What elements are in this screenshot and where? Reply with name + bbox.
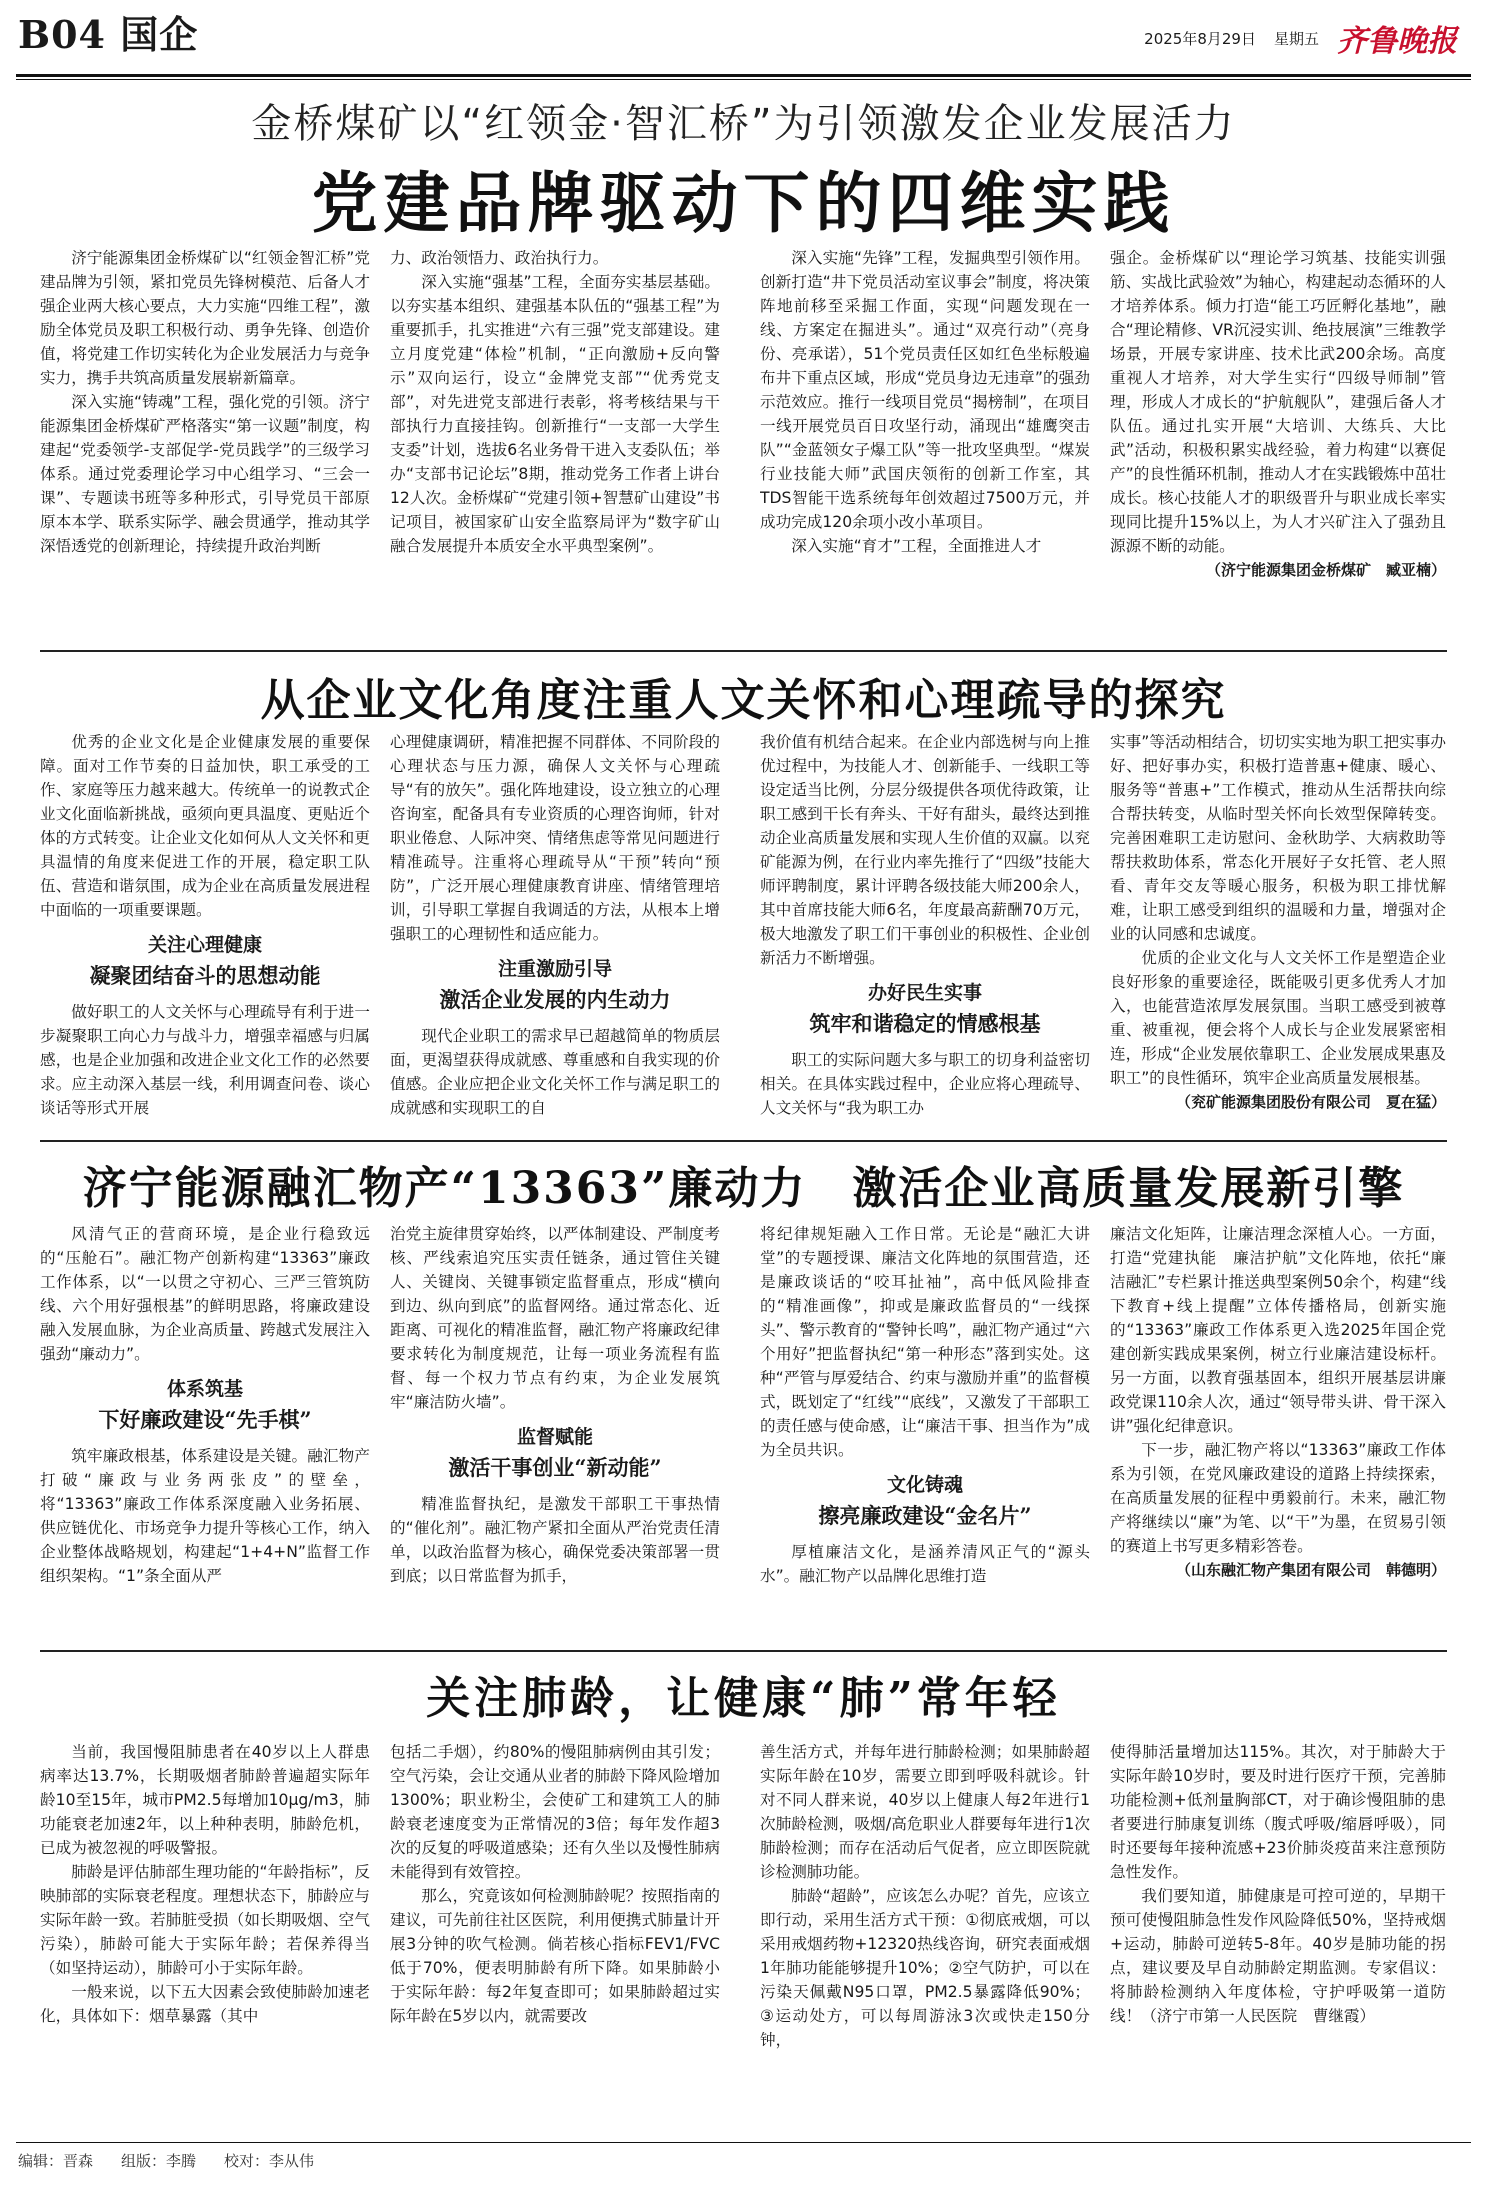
paragraph: 一般来说，以下五大因素会致使肺龄加速老化，具体如下：烟草暴露（其中 (40, 1983, 370, 2025)
paragraph: 深入实施“先锋”工程，发掘典型引领作用。创新打造“井下党员活动室议事会”制度，将决策阵地前移至采掘工作面，实现“问题发现在一线、方案定在掘进头”。通过“双亮行动”（亮身份、亮承诺），51个党员责任区如红色坐标般遍布井下重点区域，形成“党员身边无违章”的强劲示范效应。推行一线项目党员“揭榜制”，在项目一线开展党员百日攻坚行动，涌现出“雄鹰突击队”“金蓝领女子爆工队”等一批攻坚典型。“煤炭行业技能大师”武国庆领衔的创新工作室，其TDS智能干选系统每年创效超过7500万元，并成功完成120余项小改小革项目。 (760, 249, 1090, 531)
paragraph: 风清气正的营商环境，是企业行稳致远的“压舱石”。融汇物产创新构建“13363”廉政工作体系，以“一以贯之守初心、三严三管筑防线、六个用好强根基”的鲜明思路，将廉政建设融入发展血脉，为企业高质量、跨越式发展注入强劲“廉动力”。 (40, 1225, 370, 1363)
paragraph: 优秀的企业文化是企业健康发展的重要保障。面对工作节奏的日益加快，职工承受的工作、家庭等压力越来越大。传统单一的说教式企业文化面临新挑战，亟须向更具温度、更贴近个体的方式转变。让企业文化如何从人文关怀和更具温情的角度来促进工作的开展，稳定职工队伍、营造和谐氛围，成为企业在高质量发展进程中面临的一项重要课题。 (40, 733, 370, 919)
paragraph: 深入实施“育才”工程，全面推进人才 (791, 537, 1042, 555)
footer-rule (16, 2142, 1471, 2143)
article3-col3 (760, 1222, 1090, 1642)
subheading: 激活干事创业“新动能” (448, 1455, 662, 1480)
paragraph: 强企。金桥煤矿以“理论学习筑基、技能实训强筋、实战比武验效”为轴心，构建起动态循环的人才培养体系。倾力打造“能工巧匠孵化基地”，融合“理论精修、VR沉浸实训、绝技展演”三维教学场景，开展专家讲座、技术比武200余场。高度重视人才培养，对大学生实行“四级导师制”管理，形成人才成长的“护航舰队”，建强后备人才队伍。通过扎实开展“大培训、大练兵、大比武”活动，积极积累实战经验，着力构建“以赛促产”的良性循环机制，推动人才在实践锻炼中茁壮成长。核心技能人才的职级晋升与职业成长率实现同比提升15%以上，为人才兴矿注入了强劲且源源不断的动能。 (1110, 249, 1446, 555)
subheading: 凝聚团结奋斗的思想动能 (89, 963, 321, 988)
page-number: B04 (18, 12, 106, 57)
footer-proof: 校对：李从伟 (224, 2152, 315, 2170)
article1-signature: （济宁能源集团金桥煤矿 臧亚楠） (1205, 561, 1446, 579)
paragraph: 深入实施“铸魂”工程，强化党的引领。济宁能源集团金桥煤矿严格落实“第一议题”制度，构建起“党委领学-支部促学-党员践学”的三级学习体系。通过党委理论学习中心组学习、“三会一课”、专题读书班等多种形式，引导党员干部原原本本学、联系实际学、融会贯通学，推动其学深悟透党的创新理论，持续提升政治判断 (40, 393, 370, 555)
header-rule-thin (16, 79, 1471, 80)
issue-weekday: 星期五 (1273, 29, 1319, 48)
paragraph: 肺龄是评估肺部生理功能的“年龄指标”，反映肺部的实际衰老程度。理想状态下，肺龄应与实际年龄一致。若肺脏受损（如长期吸烟、空气污染），肺龄可能大于实际年龄；若保养得当（如坚持运动），肺龄可小于实际年龄。 (40, 1863, 370, 1977)
page-footer (18, 2150, 314, 2171)
article3-col1 (40, 1222, 370, 1642)
article2-col2 (390, 730, 720, 1130)
subheading: 筑牢和谐稳定的情感根基 (809, 1011, 1041, 1036)
subheading: 文化铸魂 (886, 1474, 963, 1496)
footer-editor: 编辑：晋森 (18, 2152, 94, 2170)
paragraph: 当前，我国慢阻肺患者在40岁以上人群患病率达13.7%，长期吸烟者肺龄普遍超实际年龄10至15年，城市PM2.5每增加10μg/m3，肺功能衰老加速2年，以上种种表明，肺龄危机，已成为被忽视的呼吸警报。 (40, 1743, 370, 1857)
subheading: 下好廉政建设“先手棋” (98, 1407, 312, 1432)
article1-title: 党建品牌驱动下的四维实践 (311, 164, 1176, 242)
article4-col3 (760, 1740, 1090, 2136)
paragraph: 筑牢廉政根基，体系建设是关键。融汇物产打破“廉政与业务两张皮”的壁垒，将“13363”廉政工作体系深度融入业务拓展、供应链优化、市场竞争力提升等核心工作，纳入企业整体战略规划，构建起“1+4+N”监督工作组织架构。“1”条全面从严 (40, 1447, 370, 1585)
subheading: 办好民生实事 (867, 982, 982, 1004)
section-divider (40, 650, 1447, 652)
article3-col2 (390, 1222, 720, 1642)
article2-signature: （兖矿能源集团股份有限公司 夏在猛） (1175, 1093, 1446, 1111)
paragraph: 那么，究竟该如何检测肺龄呢？按照指南的建议，可先前往社区医院，利用便携式肺量计开展3分钟的吹气检测。倘若核心指标FEV1/FVC低于70%，便表明肺龄有所下降。如果肺龄小于实际年龄：每2年复查即可；如果肺龄超过实际年龄在5岁以内，就需要改 (390, 1887, 720, 2025)
subheading: 注重激励引导 (497, 958, 612, 980)
subheading: 擦亮廉政建设“金名片” (818, 1503, 1032, 1528)
paragraph: 下一步，融汇物产将以“13363”廉政工作体系为引领，在党风廉政建设的道路上持续探索，在高质量发展的征程中勇毅前行。未来，融汇物产将继续以“廉”为笔、以“干”为墨，在贸易引领的赛道上书写更多精彩答卷。 (1110, 1441, 1446, 1555)
page-header (0, 0, 1487, 80)
article4-col1 (40, 1740, 370, 2136)
issue-date: 2025年8月29日 (1144, 29, 1256, 48)
paragraph: 力、政治领悟力、政治执行力。 (390, 249, 609, 267)
paragraph: 做好职工的人文关怀与心理疏导有利于进一步凝聚职工向心力与战斗力，增强幸福感与归属感，也是企业加强和改进企业文化工作的必然要求。应主动深入基层一线，利用调查问卷、谈心谈话等形式开展 (40, 1003, 370, 1117)
newspaper-masthead: 齐鲁晚报 (1337, 24, 1457, 59)
article3-col4 (1110, 1222, 1446, 1642)
article4-col2 (390, 1740, 720, 2136)
article2-col3 (760, 730, 1090, 1130)
article1-kicker: 金桥煤矿以“红领金·智汇桥”为引领激发企业发展活力 (251, 101, 1236, 147)
article1-col1 (40, 246, 370, 646)
section-divider (40, 1140, 1447, 1142)
subheading: 体系筑基 (166, 1378, 243, 1400)
page-label (18, 4, 198, 59)
article2-title: 从企业文化角度注重人文关怀和心理疏导的探究 (260, 675, 1227, 726)
paragraph: 我价值有机结合起来。在企业内部选树与向上推优过程中，为技能人才、创新能手、一线职工等设定适当比例，分层分级提供各项优待政策，让职工感到干长有奔头、干好有甜头，最终达到推动企业高质量发展和实现人生价值的双赢。以兖矿能源为例，在行业内率先推行了“四级”技能大师评聘制度，累计评聘各级技能大师200余人，其中首席技能大师6名，年度最高薪酬70万元，极大地激发了职工们干事创业的积极性、企业创新活力不断增强。 (760, 733, 1090, 967)
subheading: 激活企业发展的内生动力 (439, 987, 671, 1012)
paragraph: 厚植廉洁文化，是涵养清风正气的“源头水”。融汇物产以品牌化思维打造 (760, 1543, 1090, 1585)
header-meta (1144, 16, 1457, 60)
section-divider (40, 1650, 1447, 1652)
article4-col4 (1110, 1740, 1446, 2136)
article3-signature: （山东融汇物产集团有限公司 韩德明） (1175, 1561, 1446, 1579)
paragraph: 优质的企业文化与人文关怀工作是塑造企业良好形象的重要途径，既能吸引更多优秀人才加入，也能营造浓厚发展氛围。当职工感受到被尊重、被重视，便会将个人成长与企业发展紧密相连，形成“企业发展依靠职工、企业发展成果惠及职工”的良性循环，筑牢企业高质量发展根基。 (1110, 949, 1446, 1087)
paragraph: 精准监督执纪，是激发干部职工干事热情的“催化剂”。融汇物产紧扣全面从严治党责任清单，以政治监督为核心，确保党委决策部署一贯到底；以日常监督为抓手， (390, 1495, 720, 1585)
article1-col2 (390, 246, 720, 646)
paragraph: 职工的实际问题大多与职工的切身利益密切相关。在具体实践过程中，企业应将心理疏导、人文关怀与“我为职工办 (760, 1051, 1090, 1117)
article2-col4 (1110, 730, 1446, 1130)
paragraph: 深入实施“强基”工程，全面夯实基层基础。以夯实基本组织、建强基本队伍的“强基工程”为重要抓手，扎实推进“六有三强”党支部建设。建立月度党建“体检”机制，“正向激励+反向警示”双向运行，设立“金牌党支部”“优秀党支部”，对先进党支部进行表彰，将考核结果与干部执行力直接挂钩。创新推行“一支部一大学生支委”计划，选拔6名业务骨干进入支委队伍；举办“支部书记论坛”8期，推动党务工作者上讲台12人次。金桥煤矿“党建引领+智慧矿山建设”书记项目，被国家矿山安全监察局评为“数字矿山融合发展提升本质安全水平典型案例”。 (390, 273, 720, 555)
paragraph: 心理健康调研，精准把握不同群体、不同阶段的心理状态与压力源，确保人文关怀与心理疏导“有的放矢”。强化阵地建设，设立独立的心理咨询室，配备具有专业资质的心理咨询师，针对职业倦怠、人际冲突、情绪焦虑等常见问题进行精准疏导。注重将心理疏导从“干预”转向“预防”，广泛开展心理健康教育讲座、情绪管理培训，引导职工掌握自我调适的方法，从根本上增强职工的心理韧性和适应能力。 (390, 733, 720, 943)
paragraph: 廉洁文化矩阵，让廉洁理念深植人心。一方面，打造“党建执能 廉洁护航”文化阵地，依托“廉洁融汇”专栏累计推送典型案例50余个，构建“线下教育+线上提醒”立体传播格局，创新实施的“13363”廉政工作体系更入选2025年国企党建创新实践成果案例，树立行业廉洁建设标杆。另一方面，以教育强基固本，组织开展基层讲廉政党课110余人次，通过“领导带头讲、骨干深入讲”强化纪律意识。 (1110, 1225, 1446, 1435)
subheading: 监督赋能 (516, 1426, 593, 1448)
article2-col1 (40, 730, 370, 1130)
paragraph: 善生活方式，并每年进行肺龄检测；如果肺龄超实际年龄在10岁，需要立即到呼吸科就诊。针对不同人群来说，40岁以上健康人每2年进行1次肺龄检测，吸烟/高危职业人群要每年进行1次肺龄检测；而存在活动后气促者，应立即医院就诊检测肺功能。 (760, 1743, 1090, 1881)
paragraph: 使得肺活量增加达115%。其次，对于肺龄大于实际年龄10岁时，要及时进行医疗干预，完善肺功能检测+低剂量胸部CT，对于确诊慢阻肺的患者要进行肺康复训练（腹式呼吸/缩唇呼吸），同时还要每年接种流感+23价肺炎疫苗来注意预防急性发作。 (1110, 1743, 1446, 1881)
paragraph: 包括二手烟），约80%的慢阻肺病例由其引发；空气污染，会让交通从业者的肺龄下降风险增加1300%；职业粉尘，会使矿工和建筑工人的肺龄衰老速度变为正常情况的3倍；每年发作超3次的反复的呼吸道感染；还有久坐以及慢性肺病未能得到有效管控。 (390, 1743, 720, 1881)
footer-layout: 组版：李腾 (121, 2152, 197, 2170)
article4-title: 关注肺龄，让健康“肺”常年轻 (426, 1673, 1061, 1724)
subheading: 关注心理健康 (147, 934, 262, 956)
paragraph: 治党主旋律贯穿始终，以严体制建设、严制度考核、严线索追究压实责任链条，通过管住关键人、关键岗、关键事锁定监督重点，形成“横向到边、纵向到底”的监督网络。通过常态化、近距离、可视化的精准监督，融汇物产将廉政纪律要求转化为制度规范，让每一项业务流程有监督、每一个权力节点有约束，为企业发展筑牢“廉洁防火墙”。 (390, 1225, 720, 1411)
article1-col4 (1110, 246, 1446, 646)
section-name: 国企 (120, 12, 199, 57)
article3-title: 济宁能源融汇物产“13363”廉动力 激活企业高质量发展新引擎 (82, 1163, 1405, 1214)
paragraph: 将纪律规矩融入工作日常。无论是“融汇大讲堂”的专题授课、廉洁文化阵地的氛围营造，还是廉政谈话的“咬耳扯袖”，高中低风险排查的“精准画像”，抑或是廉政监督员的“一线探头”、警示教育的“警钟长鸣”，融汇物产通过“六个用好”把监督执纪“第一种形态”落到实处。这种“严管与厚爱结合、约束与激励并重”的监督模式，既划定了“红线”“底线”，又激发了干部职工的责任感与使命感，让“廉洁干事、担当作为”成为全员共识。 (760, 1225, 1090, 1459)
paragraph: 我们要知道，肺健康是可控可逆的，早期干预可使慢阻肺急性发作风险降低50%，坚持戒烟+运动，肺龄可逆转5-8年。40岁是肺功能的拐点，建议要及早自动肺龄定期监测。专家倡议：将肺龄检测纳入年度体检，守护呼吸第一道防线！（济宁市第一人民医院 曹继霞） (1110, 1887, 1446, 2025)
header-rule (16, 74, 1471, 77)
paragraph: 实事”等活动相结合，切切实实地为职工把实事办好、把好事办实，积极打造普惠+健康、暖心、服务等“普惠+”工作模式，推动从生活帮扶向综合帮扶转变，从临时型关怀向长效型保障转变。完善困难职工走访慰问、金秋助学、大病救助等帮扶救助体系，常态化开展好子女托管、老人照看、青年交友等暖心服务，积极为职工排忧解难，让职工感受到组织的温暖和力量，增强对企业的认同感和忠诚度。 (1110, 733, 1446, 943)
article1-col3 (760, 246, 1090, 646)
paragraph: 济宁能源集团金桥煤矿以“红领金智汇桥”党建品牌为引领，紧扣党员先锋树模范、后备人才强企业两大核心要点，大力实施“四维工程”，激励全体党员及职工积极行动、勇争先锋、创造价值，将党建工作切实转化为企业发展活力与竞争实力，携手共筑高质量发展崭新篇章。 (40, 249, 370, 387)
paragraph: 现代企业职工的需求早已超越简单的物质层面，更渴望获得成就感、尊重感和自我实现的价值感。企业应把企业文化关怀工作与满足职工的成就感和实现职工的自 (390, 1027, 720, 1117)
paragraph: 肺龄“超龄”，应该怎么办呢？首先，应该立即行动，采用生活方式干预：①彻底戒烟，可以采用戒烟药物+12320热线咨询，研究表面戒烟1年肺功能能够提升10%；②空气防护，可以在污染天佩戴N95口罩，PM2.5暴露降低90%；③运动处方，可以每周游泳3次或快走150分钟， (760, 1887, 1090, 2049)
